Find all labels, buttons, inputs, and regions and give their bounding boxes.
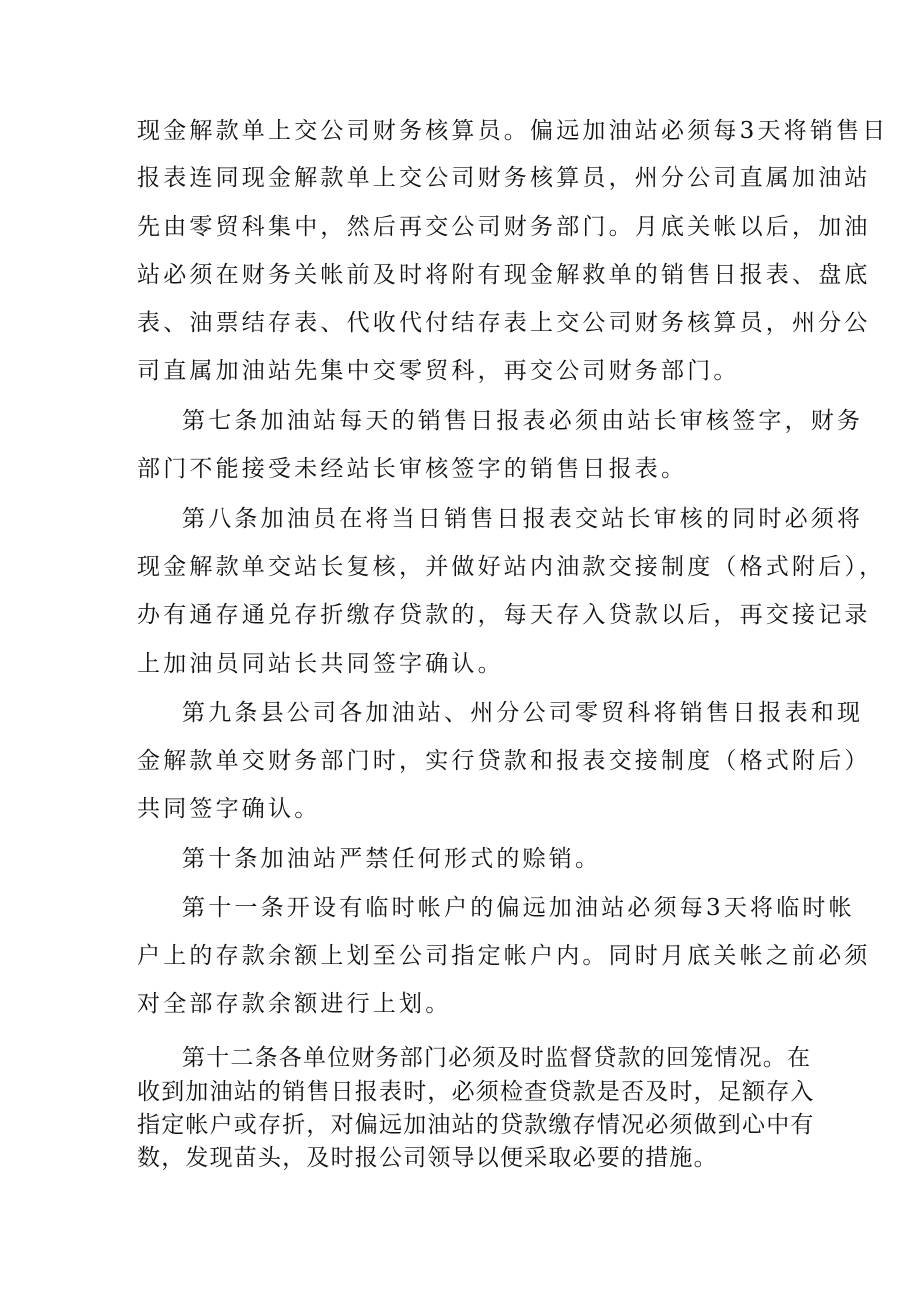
- text-line: 共同签字确认。: [137, 796, 321, 822]
- text-line: 报表连同现金解款单上交公司财务核算员，州分公司直属加油站: [137, 165, 871, 191]
- text-line: 第十二条各单位财务部门必须及时监督贷款的回笼情况。在: [182, 1045, 812, 1071]
- text-line: 第九条县公司各加油站、州分公司零贸科将销售日报表和现: [182, 700, 864, 726]
- text-line: 司直属加油站先集中交零贸科，再交公司财务部门。: [137, 358, 740, 384]
- text-line: 表、油票结存表、代收代付结存表上交公司财务核算员，州分公: [137, 310, 871, 336]
- text-line: 第七条加油站每天的销售日报表必须由站长审核签字，财务: [182, 408, 864, 434]
- text-line: 第十一条开设有临时帐户的偏远加油站必须每3天将临时帐: [182, 895, 855, 921]
- text-line: 上加油员同站长共同签字确认。: [137, 651, 504, 677]
- text-line: 对全部存款余额进行上划。: [137, 991, 452, 1017]
- text-line: 指定帐户或存折，对偏远加油站的贷款缴存情况必须做到心中有: [137, 1112, 815, 1138]
- text-line: 第十条加油站严禁任何形式的赊销。: [182, 846, 602, 872]
- text-line: 现金解款单上交公司财务核算员。偏远加油站必须每3天将销售日: [137, 118, 889, 144]
- text-line: 第八条加油员在将当日销售日报表交站长审核的同时必须将: [182, 506, 864, 532]
- text-line: 部门不能接受未经站长审核签字的销售日报表。: [137, 456, 688, 482]
- text-line: 数，发现苗头，及时报公司领导以便采取必要的措施。: [137, 1145, 718, 1171]
- text-line: 现金解款单交站长复核，并做好站内油款交接制度（格式附后），: [137, 554, 886, 580]
- text-line: 站必须在财务关帐前及时将附有现金解救单的销售日报表、盘底: [137, 262, 871, 288]
- text-line: 户上的存款余额上划至公司指定帐户内。同时月底关帐之前必须: [137, 943, 871, 969]
- text-line: 办有通存通兑存折缴存贷款的，每天存入贷款以后，再交接记录: [137, 602, 871, 628]
- text-line: 收到加油站的销售日报表时，必须检查贷款是否及时，足额存入: [137, 1079, 815, 1105]
- text-line: 先由零贸科集中，然后再交公司财务部门。月底关帐以后，加油: [137, 214, 871, 240]
- text-line: 金解款单交财务部门时，实行贷款和报表交接制度（格式附后）: [137, 748, 871, 774]
